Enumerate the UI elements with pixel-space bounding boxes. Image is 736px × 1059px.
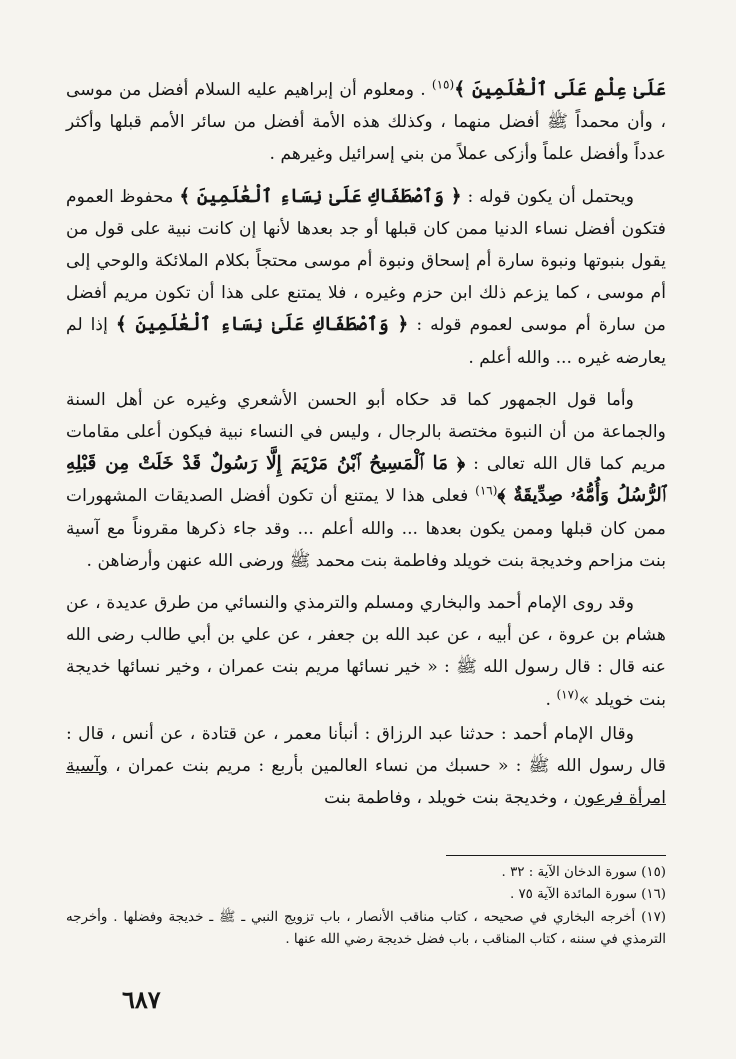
paragraph-text: محفوظ العموم فتكون أفضل نساء الدنيا ممن كان قبلها أو جد بعدها لأنها إن كانت نبية على قول من يقول بنبوتها ونبوة سارة أم إسحاق ونبوة أم موسى محتجاً بكلام الملائكة والوحي إلى أم موسى ، كما يزعم ذلك ابن حزم وغيره ، فلا يمتنع على هذا أن تكون مريم أفضل من سارة أم موسى لعموم قوله : xyxy=(66,186,667,336)
paragraph-text: ويحتمل أن يكون قوله : xyxy=(461,186,634,207)
paragraph-2 xyxy=(66,181,666,374)
paragraph-text: . ومعلوم أن إبراهيم عليه السلام أفضل من موسى ، وأن محمداً ﷺ أفضل منهما ، وكذلك هذه الأمة أفضل من سائر الأمم قبلها وأكثر عدداً وأفضل علماً وأزكى عملاً من بني إسرائيل وغيرهم . xyxy=(66,80,666,165)
footnote-ref-15: (١٥) xyxy=(431,77,455,92)
footnote-divider xyxy=(446,855,666,856)
page-number: ٦٨٧ xyxy=(122,985,161,1014)
paragraph-text: ، وخديجة بنت خويلد ، وفاطمة بنت xyxy=(324,788,574,809)
underlined-text: وآسية امرأة فرعون xyxy=(66,756,666,809)
paragraph-text: . xyxy=(545,689,557,710)
paragraph-4 xyxy=(66,587,666,716)
footnotes xyxy=(66,862,666,952)
footnote-16: (١٦) سورة المائدة الآية ٧٥ . xyxy=(509,887,666,903)
quran-verse: ﴿ وَٱصْطَفَاكِ عَلَىٰ نِسَاءِ ٱلْعَٰلَمِينَ ﴾ xyxy=(179,185,462,207)
paragraph-1 xyxy=(66,74,666,171)
paragraph-text: وقد روى الإمام أحمد والبخاري ومسلم والترمذي والنسائي من طرق عديدة ، عن هشام بن عروة ، عن أبيه ، عن عبد الله بن جعفر ، عن علي بن أبي طالب رضى الله عنه قال : قال رسول الله ﷺ : « خير نسائها مريم بنت عمران ، وخير نسائها خديجة بنت خويلد » xyxy=(66,593,666,710)
paragraph-text: إذا لم يعارضه غيره ... والله أعلم . xyxy=(66,315,666,368)
paragraph-3 xyxy=(66,384,666,577)
quran-verse: ﴿ مَا ٱلْمَسِيحُ ٱبْنُ مَرْيَمَ إِلَّا رَسُولٌ قَدْ خَلَتْ مِن قَبْلِهِ ٱلرُّسُلُ وَأُمُّهُۥ صِدِّيقَةٌ ﴾ xyxy=(66,453,666,507)
footnote-17: (١٧) أخرجه البخاري في صحيحه ، كتاب مناقب الأنصار ، باب تزويج النبي ـ ﷺ ـ خديجة وفضلها . وأخرجه الترمذي في سننه ، كتاب المناقب ، باب فضل خديجة رضي الله عنها . xyxy=(66,909,666,948)
footnote-ref-17: (١٧) xyxy=(556,686,579,701)
paragraph-text: وقال الإمام أحمد : حدثنا عبد الرزاق : أنبأنا معمر ، عن قتادة ، عن أنس ، قال : قال رسول الله ﷺ : « حسبك من نساء العالمين بأربع : مريم بنت عمران ، xyxy=(66,723,666,777)
paragraph-5 xyxy=(66,718,666,815)
main-text-body xyxy=(66,74,666,814)
quran-verse: عَلَىٰ عِلْمٍ عَلَى ٱلْعَٰلَمِينَ ﴾ xyxy=(454,79,666,100)
footnote-15: (١٥) سورة الدخان الآية : ٣٢ . xyxy=(501,865,666,880)
footnote-ref-16: (١٦) xyxy=(475,483,498,498)
paragraph-text: فعلى هذا لا يمتنع أن تكون أفضل الصديقات المشهورات ممن كان قبلها وممن يكون بعدها ... والله أعلم ... وقد جاء ذكرها مقروناً مع آسية بنت مزاحم وخديجة بنت خويلد وفاطمة بنت محمد ﷺ ورضى الله عنهن وأرضاهن . xyxy=(66,486,666,571)
paragraph-text: وأما قول الجمهور كما قد حكاه أبو الحسن الأشعري وغيره عن أهل السنة والجماعة من أن النبوة مختصة بالرجال ، وليس في النساء نبية فيكون أعلى مقامات مريم كما قال الله تعالى : xyxy=(66,389,667,475)
quran-verse: ﴿ وَٱصْطَفَاكِ عَلَىٰ نِسَاءِ ٱلْعَٰلَمِينَ ﴾ xyxy=(115,314,409,336)
